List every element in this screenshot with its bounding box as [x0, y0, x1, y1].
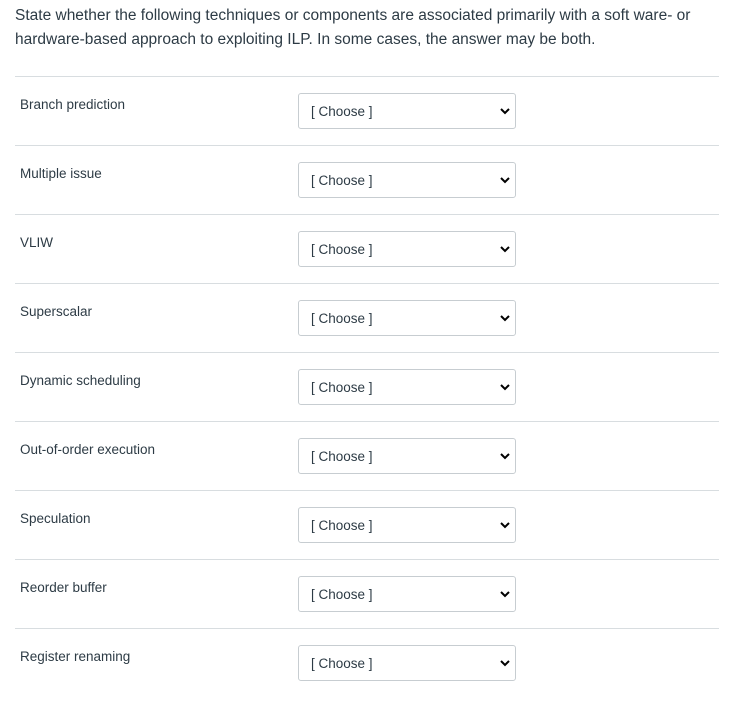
answer-dropdown[interactable] — [298, 300, 516, 336]
dropdown-value: [ Choose ] — [311, 104, 373, 119]
matching-list — [15, 76, 719, 697]
row-label: Dynamic scheduling — [20, 373, 141, 388]
row-label: Branch prediction — [20, 97, 126, 112]
chevron-down-icon — [499, 589, 511, 599]
matching-row — [15, 491, 719, 560]
row-label: Reorder buffer — [20, 580, 107, 595]
question-text: State whether the following techniques or components are associated primarily with a soft ware- or hardware-based approach to exploiting ILP. In some cases, the answer may be both. — [15, 7, 691, 48]
matching-row — [15, 215, 719, 284]
chevron-down-icon — [499, 520, 511, 530]
row-label: Multiple issue — [20, 166, 102, 181]
dropdown-value: [ Choose ] — [311, 587, 373, 602]
answer-dropdown[interactable] — [298, 162, 516, 198]
dropdown-value: [ Choose ] — [311, 311, 373, 326]
answer-dropdown[interactable] — [298, 645, 516, 681]
dropdown-value: [ Choose ] — [311, 518, 373, 533]
dropdown-value: [ Choose ] — [311, 449, 373, 464]
matching-row — [15, 422, 719, 491]
chevron-down-icon — [499, 451, 511, 461]
matching-row — [15, 629, 719, 697]
matching-row — [15, 560, 719, 629]
dropdown-value: [ Choose ] — [311, 242, 373, 257]
answer-dropdown[interactable] — [298, 231, 516, 267]
chevron-down-icon — [499, 244, 511, 254]
dropdown-value: [ Choose ] — [311, 380, 373, 395]
row-label: VLIW — [20, 235, 54, 250]
row-label: Speculation — [20, 511, 91, 526]
chevron-down-icon — [499, 175, 511, 185]
row-label: Register renaming — [20, 649, 131, 664]
answer-dropdown[interactable] — [298, 438, 516, 474]
matching-row — [15, 284, 719, 353]
dropdown-value: [ Choose ] — [311, 656, 373, 671]
answer-dropdown[interactable] — [298, 369, 516, 405]
matching-row — [15, 146, 719, 215]
chevron-down-icon — [499, 106, 511, 116]
matching-row — [15, 77, 719, 146]
dropdown-value: [ Choose ] — [311, 173, 373, 188]
answer-dropdown[interactable] — [298, 507, 516, 543]
chevron-down-icon — [499, 382, 511, 392]
row-label: Superscalar — [20, 304, 93, 319]
matching-row — [15, 353, 719, 422]
chevron-down-icon — [499, 658, 511, 668]
row-label: Out-of-order execution — [20, 442, 156, 457]
chevron-down-icon — [499, 313, 511, 323]
answer-dropdown[interactable] — [298, 576, 516, 612]
answer-dropdown[interactable] — [298, 93, 516, 129]
